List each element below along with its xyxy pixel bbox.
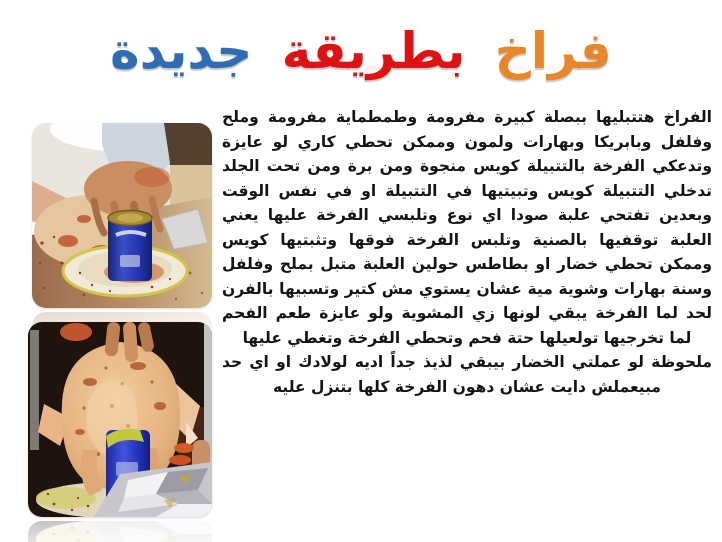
recipe-paragraph: الفراخ هتتبليها ببصلة كبيرة مفرومة وطمطماية مفرومة وملح وفلفل وبابريكا وبهارات ولمون وممكن تحطي كاري لو عايزة وتدعكي الفرخة بالتتبيلة كويس منجوة ومن برة ومن تحت الجلد تدخلي التتبيلة كويس وتبيتيها في التتبيلة او في نفس الوقت وبعدين تفتحي علبة صودا اي نوع وتلبسي الفرخة عليها يعني العلبة توقفيها بالصنية وتلبس الفرخة فوقها وتثبتيها كويس وممكن تحطي خضار او بطاطس حولين العلبة متبل بملح وفلفل وسنة بهارات وشوية مية عشان يستوي مش كتير وتسبيها بالفرن لحد لما الفرخة يبقي لونها زي المشوية ولو عايزة طعم الفحم لما تخرجيها تولعيلها حتة فحم وتحطي الفرخة وتغطي عليها xyxy=(222,108,712,347)
title-word-2: بطريقة xyxy=(281,22,466,80)
photo-marinating-chicken-art xyxy=(32,123,212,308)
photo1-soda-can xyxy=(108,211,152,282)
photo-chicken-on-can xyxy=(28,322,212,517)
title-word-1: فراخ xyxy=(494,22,612,80)
photo-marinating-chicken xyxy=(32,123,212,308)
title-word-3: جديدة xyxy=(110,22,253,80)
note-paragraph: ملحوظة لو عملتي الخضار بيبقي لذيذ جداً اديه لولادك او اي حد مبيعملش دايت عشان دهون الفرخة كلها بتنزل عليه xyxy=(222,353,712,396)
recipe-text-block xyxy=(222,105,712,399)
slide-title xyxy=(0,14,722,88)
photo-chicken-on-can-art xyxy=(28,322,212,517)
